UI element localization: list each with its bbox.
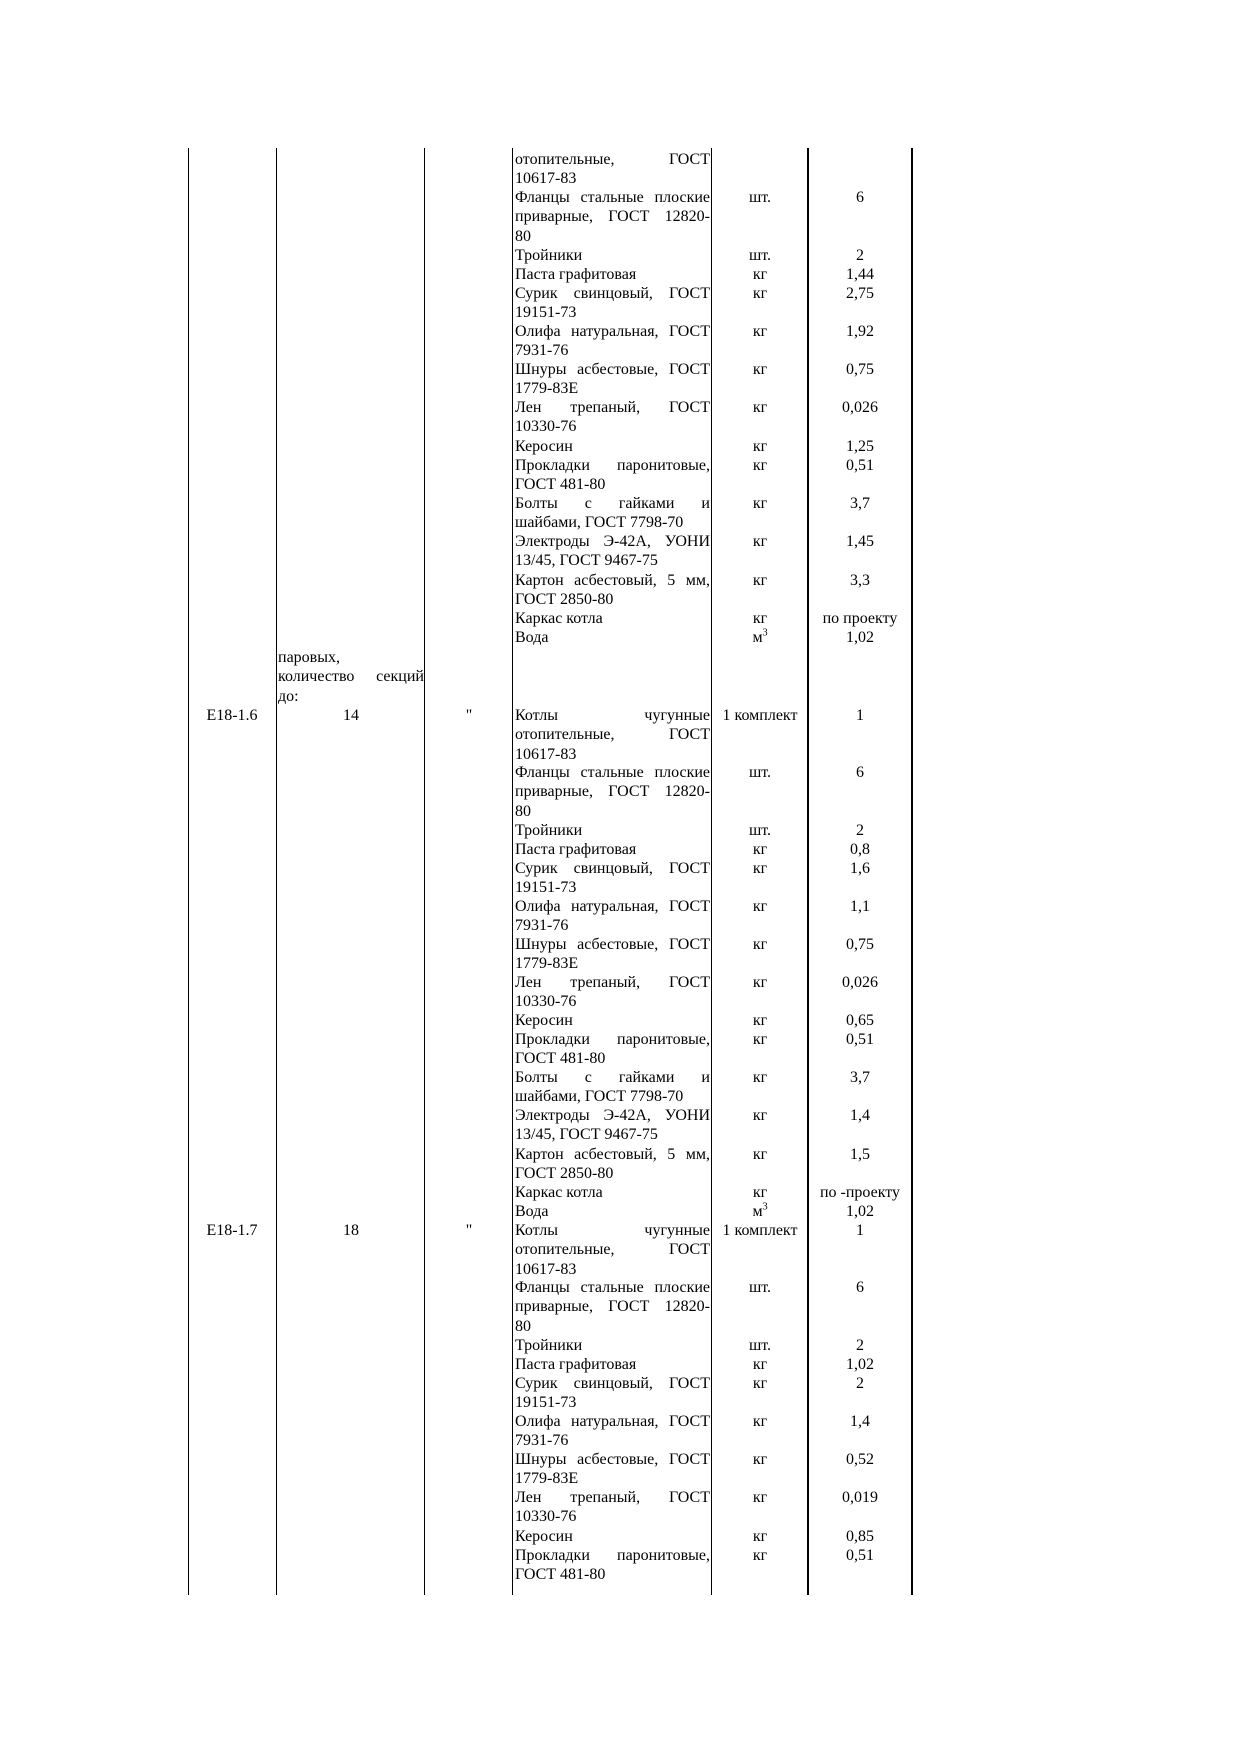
- material-qty: 1,4: [850, 1413, 870, 1430]
- material-unit: шт.: [748, 247, 772, 264]
- material-unit: кг: [752, 495, 768, 512]
- material-qty: 1,1: [850, 898, 870, 915]
- material-qty: 0,026: [842, 399, 878, 416]
- material-qty: 0,52: [846, 1451, 874, 1468]
- material-qty: 3,7: [850, 495, 870, 512]
- column-rule: [911, 148, 913, 1595]
- material-unit: шт.: [748, 764, 772, 781]
- material-name: Болты с гайками и шайбами, ГОСТ 7798-70: [515, 1069, 710, 1106]
- material-qty: 0,85: [846, 1528, 874, 1545]
- material-name-line: 10617-83: [515, 170, 577, 188]
- material-unit: кг: [752, 1184, 768, 1201]
- material-name: Тройники: [515, 247, 583, 264]
- material-name: Картон асбестовый, 5 мм, ГОСТ 2850-80: [515, 572, 710, 609]
- material-qty: 3,3: [850, 572, 870, 589]
- material-qty: 0,026: [842, 974, 878, 991]
- material-name: Лен трепаный, ГОСТ 10330-76: [515, 974, 710, 1011]
- material-unit: кг: [752, 1069, 768, 1086]
- material-unit: кг: [752, 1107, 768, 1124]
- material-qty: 0,51: [846, 1031, 874, 1048]
- material-qty: 1,02: [846, 1203, 874, 1220]
- column-rule: [512, 148, 513, 1595]
- column-rule: [188, 148, 189, 1595]
- material-qty: 1,5: [850, 1146, 870, 1163]
- material-name: Прокладки паронитовые, ГОСТ 481-80: [515, 1547, 710, 1584]
- material-unit: кг: [752, 572, 768, 589]
- material-qty: 0,8: [850, 841, 870, 858]
- material-name: Паста графитовая: [515, 266, 637, 283]
- material-unit: кг: [752, 285, 768, 302]
- material-unit: кг: [752, 1146, 768, 1163]
- column-rule: [807, 148, 809, 1595]
- material-name: Тройники: [515, 822, 583, 839]
- material-name: Болты с гайками и шайбами, ГОСТ 7798-70: [515, 495, 710, 532]
- material-name: Прокладки паронитовые, ГОСТ 481-80: [515, 1031, 710, 1068]
- material-qty: 1,6: [850, 860, 870, 877]
- material-unit: шт.: [748, 1279, 772, 1296]
- material-qty: 1,92: [846, 323, 874, 340]
- material-qty: 0,51: [846, 457, 874, 474]
- material-unit: кг: [752, 1528, 768, 1545]
- material-name: Керосин: [515, 1012, 573, 1029]
- material-qty: 0,75: [846, 361, 874, 378]
- material-qty: 1,45: [846, 533, 874, 550]
- material-unit: кг: [752, 533, 768, 550]
- material-unit: кг: [752, 841, 768, 858]
- material-qty: 3,7: [850, 1069, 870, 1086]
- material-unit: шт.: [748, 189, 772, 206]
- section-header: паровых, количество секций до:: [278, 649, 424, 705]
- material-name: Фланцы стальные плоские приварные, ГОСТ 12820- 80: [515, 1279, 710, 1335]
- material-name: Фланцы стальные плоские приварные, ГОСТ 12820- 80: [515, 189, 710, 245]
- material-name: Вода: [515, 629, 549, 646]
- material-unit: кг: [752, 936, 768, 953]
- material-name: Электроды Э-42А, УОНИ 13/45, ГОСТ 9467-75: [515, 1107, 710, 1144]
- material-unit: 1 комплект: [722, 1222, 798, 1239]
- material-unit: кг: [752, 399, 768, 416]
- material-qty: 0,65: [846, 1012, 874, 1029]
- material-qty: 1,02: [846, 1356, 874, 1373]
- material-name: Лен трепаный, ГОСТ 10330-76: [515, 399, 710, 436]
- material-unit: $м^3$: [752, 627, 768, 646]
- material-qty: 1,25: [846, 438, 874, 455]
- material-unit: кг: [752, 898, 768, 915]
- material-unit: кг: [752, 1375, 768, 1392]
- material-unit: кг: [752, 323, 768, 340]
- material-unit: кг: [752, 457, 768, 474]
- material-qty: 6: [856, 189, 864, 206]
- material-name: Сурик свинцовый, ГОСТ 19151-73: [515, 285, 710, 322]
- column-rule: [424, 148, 425, 1595]
- sections-count: 14: [343, 707, 359, 724]
- material-name: Фланцы стальные плоские приварные, ГОСТ 12820- 80: [515, 764, 710, 820]
- material-qty: 2,75: [846, 285, 874, 302]
- material-qty: по проекту: [822, 610, 898, 627]
- material-unit: шт.: [748, 822, 772, 839]
- material-name-line: отопительные, ГОСТ: [515, 151, 710, 168]
- material-name: Прокладки паронитовые, ГОСТ 481-80: [515, 457, 710, 494]
- material-name: Керосин: [515, 1528, 573, 1545]
- material-qty: 0,019: [842, 1489, 878, 1506]
- material-name: Сурик свинцовый, ГОСТ 19151-73: [515, 860, 710, 897]
- material-qty: 6: [856, 1279, 864, 1296]
- material-name: Каркас котла: [515, 610, 603, 627]
- material-unit: кг: [752, 610, 768, 627]
- material-name: Олифа натуральная, ГОСТ 7931-76: [515, 898, 710, 935]
- material-unit: кг: [752, 1413, 768, 1430]
- material-name: Тройники: [515, 1337, 583, 1354]
- material-qty: по -проекту: [819, 1184, 901, 1201]
- norm-code: Е18-1.7: [206, 1222, 258, 1239]
- material-unit: $м^3$: [752, 1201, 768, 1220]
- material-qty: 1,02: [846, 629, 874, 646]
- column-rule: [276, 148, 277, 1595]
- material-unit: кг: [752, 266, 768, 283]
- material-qty: 0,75: [846, 936, 874, 953]
- material-unit: шт.: [748, 1337, 772, 1354]
- material-unit: кг: [752, 1012, 768, 1029]
- material-qty: 1: [856, 707, 864, 724]
- material-name: Каркас котла: [515, 1184, 603, 1201]
- material-name: Шнуры асбестовые, ГОСТ 1779-83Е: [515, 936, 710, 973]
- material-unit: кг: [752, 974, 768, 991]
- material-qty: 2: [856, 247, 864, 264]
- material-qty: 1: [856, 1222, 864, 1239]
- material-qty: 1,44: [846, 266, 874, 283]
- material-name: Котлы чугунные отопительные, ГОСТ 10617-83: [515, 1222, 710, 1278]
- material-name: Вода: [515, 1203, 549, 1220]
- material-name: Шнуры асбестовые, ГОСТ 1779-83Е: [515, 361, 710, 398]
- material-unit: кг: [752, 1489, 768, 1506]
- material-name: Паста графитовая: [515, 1356, 637, 1373]
- material-name: Керосин: [515, 438, 573, 455]
- material-name: Олифа натуральная, ГОСТ 7931-76: [515, 323, 710, 360]
- material-name: Картон асбестовый, 5 мм, ГОСТ 2850-80: [515, 1146, 710, 1183]
- material-qty: 2: [856, 1337, 864, 1354]
- material-name: Паста графитовая: [515, 841, 637, 858]
- material-unit: кг: [752, 1451, 768, 1468]
- material-unit: кг: [752, 1031, 768, 1048]
- material-unit: кг: [752, 361, 768, 378]
- material-unit: кг: [752, 1547, 768, 1564]
- material-name: Олифа натуральная, ГОСТ 7931-76: [515, 1413, 710, 1450]
- material-name: Лен трепаный, ГОСТ 10330-76: [515, 1489, 710, 1526]
- material-name: Котлы чугунные отопительные, ГОСТ 10617-83: [515, 707, 710, 763]
- material-unit: кг: [752, 860, 768, 877]
- column-rule: [711, 148, 712, 1595]
- material-qty: 1,4: [850, 1107, 870, 1124]
- norm-code: Е18-1.6: [206, 707, 258, 724]
- sections-count: 18: [343, 1222, 359, 1239]
- material-qty: 0,51: [846, 1547, 874, 1564]
- material-name: Электроды Э-42А, УОНИ 13/45, ГОСТ 9467-75: [515, 533, 710, 570]
- material-name: Шнуры асбестовые, ГОСТ 1779-83Е: [515, 1451, 710, 1488]
- material-qty: 2: [856, 1375, 864, 1392]
- material-name: Сурик свинцовый, ГОСТ 19151-73: [515, 1375, 710, 1412]
- ditto-mark: ": [465, 707, 473, 724]
- ditto-mark: ": [465, 1222, 473, 1239]
- material-qty: 2: [856, 822, 864, 839]
- material-name: [515, 150, 710, 189]
- material-unit: кг: [752, 438, 768, 455]
- material-unit: 1 комплект: [722, 707, 798, 724]
- material-unit: кг: [752, 1356, 768, 1373]
- material-qty: 6: [856, 764, 864, 781]
